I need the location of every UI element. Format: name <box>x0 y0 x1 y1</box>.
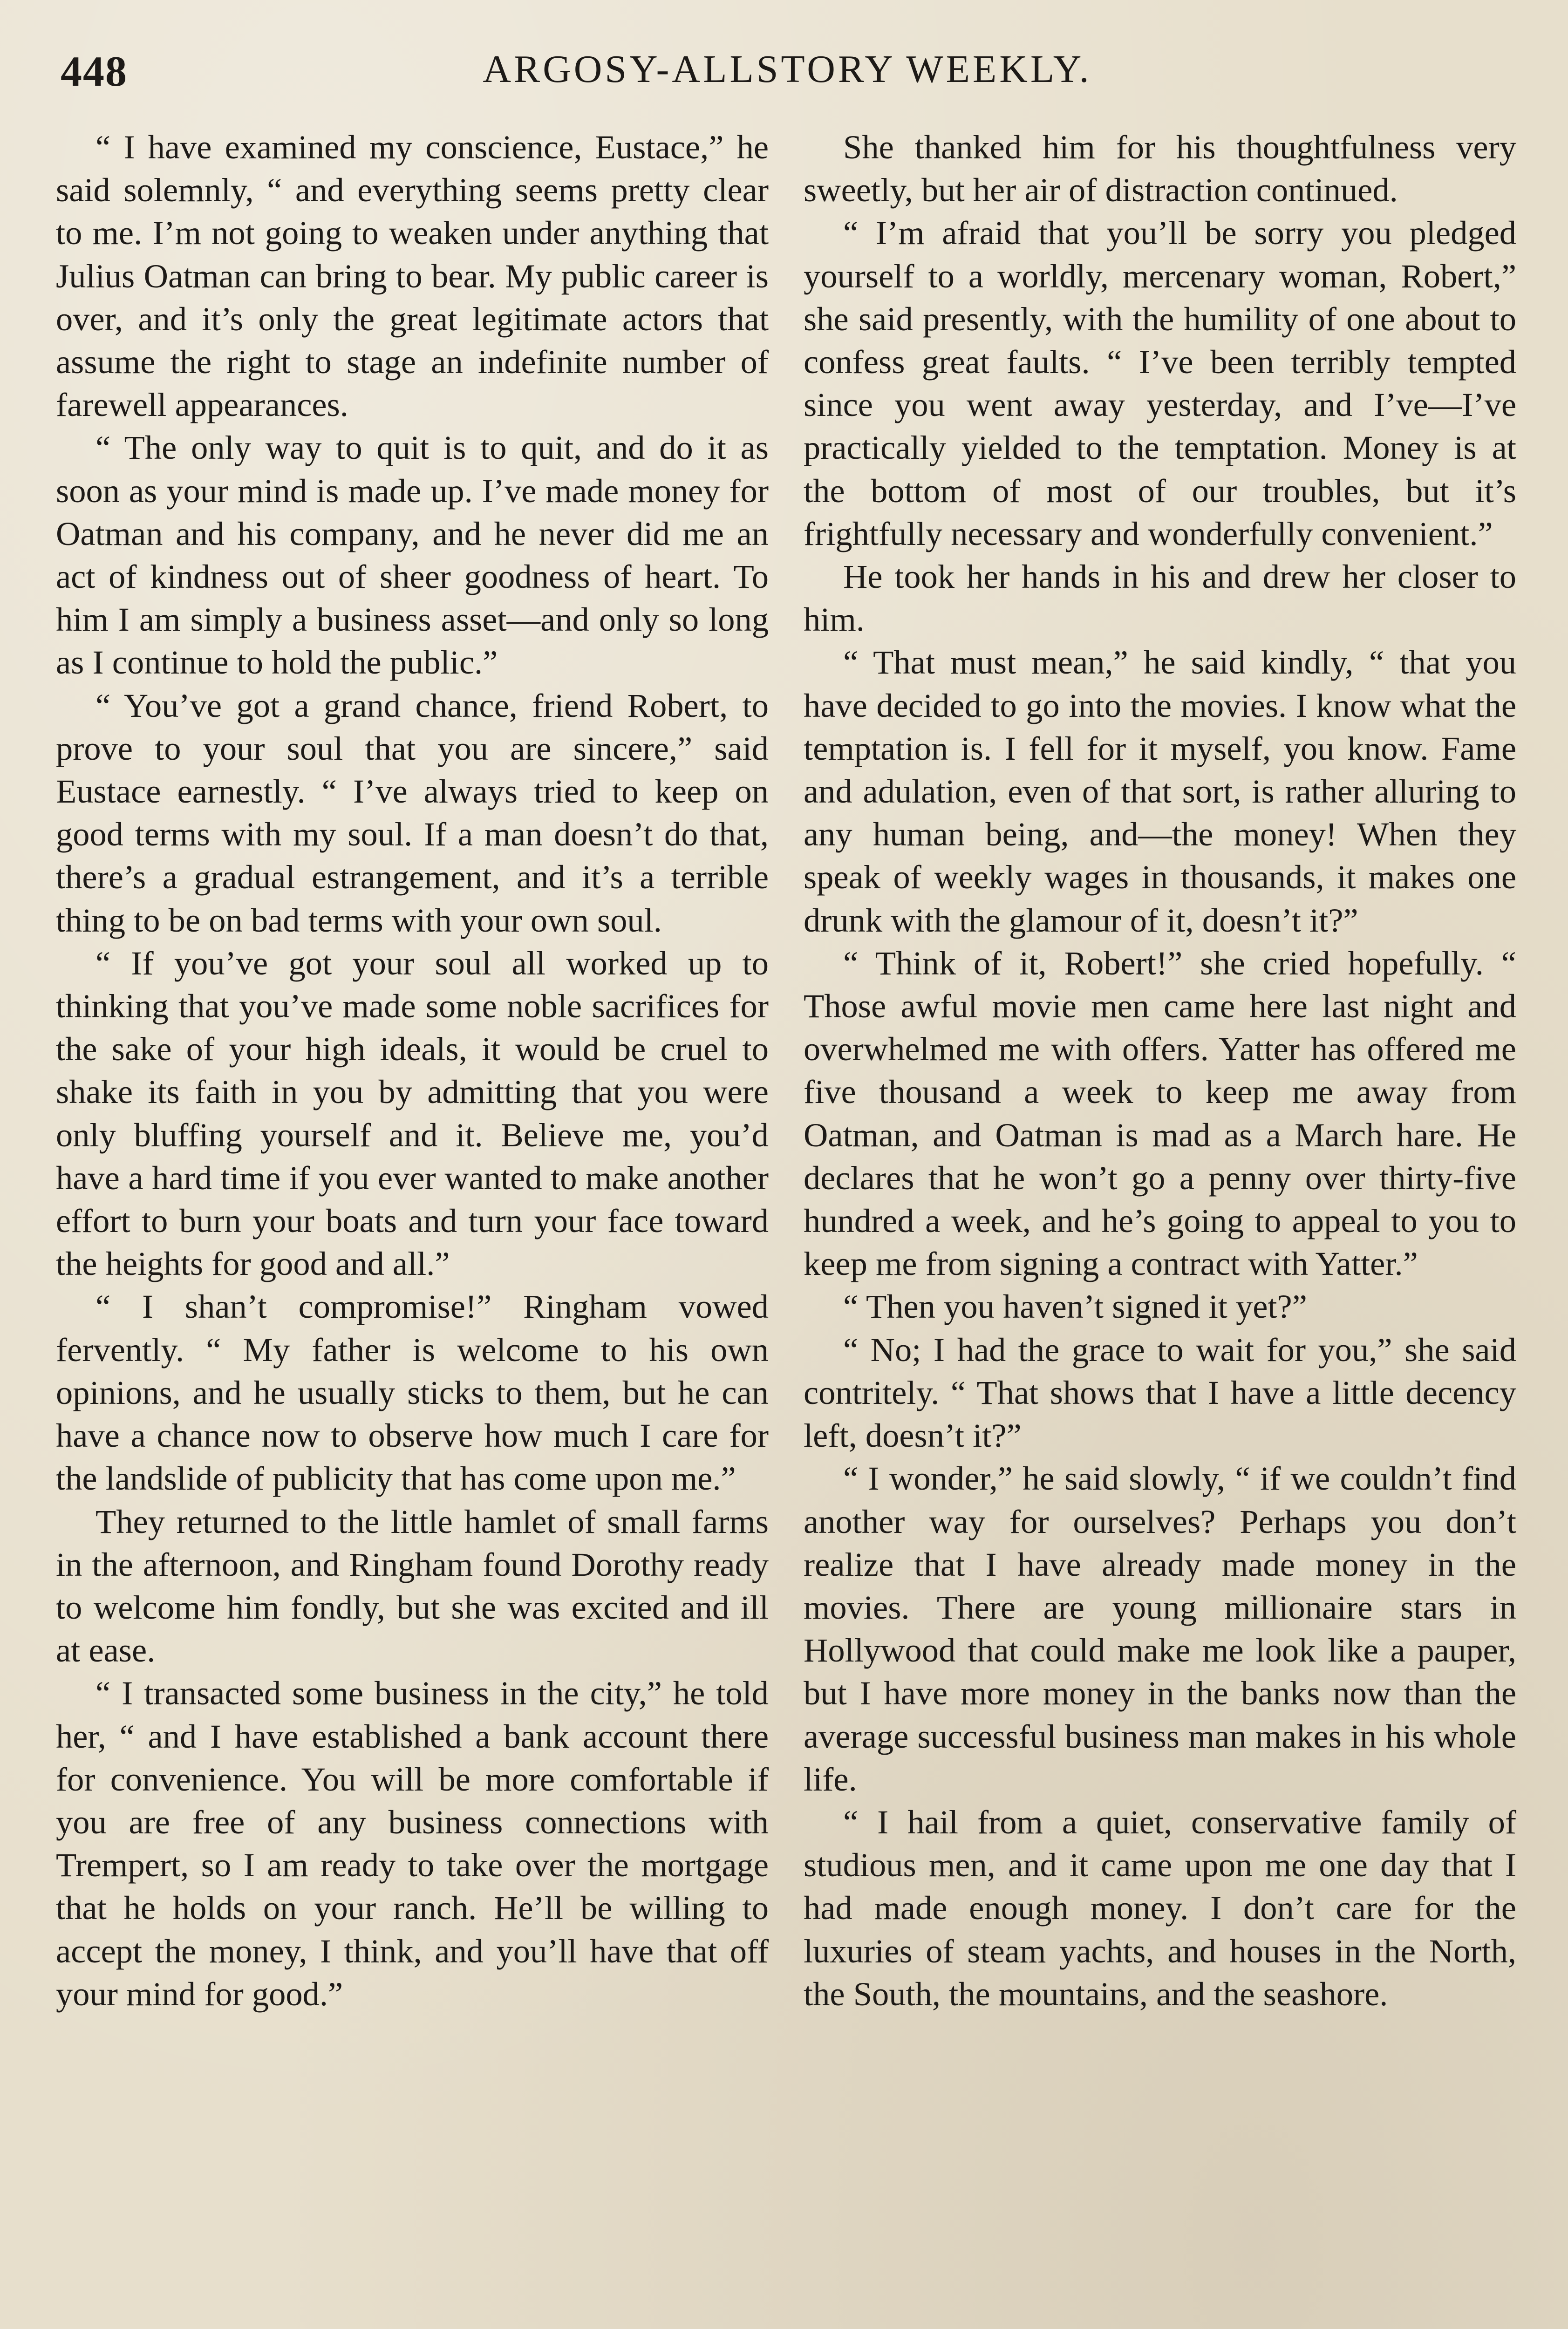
paragraph: “ I’m afraid that you’ll be sorry you pledged yourself to a worldly, mercenary woman, Robert,” she said presently, with the humility of one about to confess great faults. “ I’ve been terribly tempted since you went away yesterday, and I’ve—I’ve practically yielded to the temptation. Money is at the bottom of most of our troubles, but it’s frightfully necessary and wonderfully convenient.” <box>804 214 1516 552</box>
paragraph: “ I shan’t compromise!” Ringham vowed fervently. “ My father is welcome to his own opinions, and he usually sticks to them, but he can have a chance now to observe how much I care for the landslide of publicity that has come upon me.” <box>56 1287 769 1498</box>
left-column <box>56 126 769 2016</box>
paragraph: “ I have examined my conscience, Eustace,” he said solemnly, “ and everything seems pretty clear to me. I’m not going to weaken under anything that Julius Oatman can bring to bear. My public career is over, and it’s only the great legitimate actors that assume the right to stage an indefinite number of farewell appearances. <box>56 128 769 424</box>
paragraph: “ I hail from a quiet, conservative family of studious men, and it came upon me one day that I had made enough money. I don’t care for the luxuries of steam yachts, and houses in the North, the South, the mountains, and the seashore. <box>804 1803 1516 2013</box>
paragraph: “ I transacted some business in the city,” he told her, “ and I have established a bank account there for convenience. You will be more comfortable if you are free of any business connections with Trempert, so I am ready to take over the mortgage that he holds on your ranch. He’ll be willing to accept the money, I think, and you’ll have that off your mind for good.” <box>56 1674 769 2013</box>
page-number: 448 <box>61 48 128 95</box>
paragraph: They returned to the little hamlet of small farms in the afternoon, and Ringham found Dorothy ready to welcome him fondly, but she was excited and ill at ease. <box>56 1502 769 1669</box>
paragraph: “ Then you haven’t signed it yet?” <box>843 1287 1307 1326</box>
paragraph: “ No; I had the grace to wait for you,” she said contritely. “ That shows that I have a little decency left, doesn’t it?” <box>804 1330 1516 1455</box>
paragraph: She thanked him for his thoughtfulness very sweetly, but her air of distraction continued. <box>804 128 1516 209</box>
running-head: ARGOSY-ALLSTORY WEEKLY. <box>483 48 1092 91</box>
paragraph: “ The only way to quit is to quit, and do it as soon as your mind is made up. I’ve made money for Oatman and his company, and he never did me an act of kindness out of sheer goodness of heart. To him I am simply a business asset—and only so long as I continue to hold the public.” <box>56 429 769 681</box>
paragraph: “ You’ve got a grand chance, friend Robert, to prove to your soul that you are sincere,” said Eustace earnestly. “ I’ve always tried to keep on good terms with my soul. If a man doesn’t do that, there’s a gradual estrangement, and it’s a terrible thing to be on bad terms with your own soul. <box>56 686 769 939</box>
paragraph: He took her hands in his and drew her closer to him. <box>804 558 1516 639</box>
paragraph: “ That must mean,” he said kindly, “ that you have decided to go into the movies. I know what the temptation is. I fell for it myself, you know. Fame and adulation, even of that sort, is rather alluring to any human being, and—the money! When they speak of weekly wages in thousands, it makes one drunk with the glamour of it, doesn’t it?” <box>804 643 1516 939</box>
right-column <box>804 126 1516 2016</box>
paragraph: “ If you’ve got your soul all worked up to thinking that you’ve made some noble sacrifices for the sake of your high ideals, it would be cruel to shake its faith in you by admitting that you were only bluffing yourself and it. Believe me, you’d have a hard time if you ever wanted to make another effort to burn your boats and turn your face toward the heights for good and all.” <box>56 944 769 1283</box>
paragraph: “ Think of it, Robert!” she cried hopefully. “ Those awful movie men came here last night and overwhelmed me with offers. Yatter has offered me five thousand a week to keep me away from Oatman, and Oatman is mad as a March hare. He declares that he won’t go a penny over thirty-five hundred a week, and he’s going to appeal to you to keep me from signing a contract with Yatter.” <box>804 944 1516 1283</box>
page-header <box>61 47 1514 102</box>
paragraph: “ I wonder,” he said slowly, “ if we couldn’t find another way for ourselves? Perhaps you don’t realize that I have already made money in the movies. There are young millionaire stars in Hollywood that could make me look like a pauper, but I have more money in the banks now than the average successful business man makes in his whole life. <box>804 1459 1516 1798</box>
